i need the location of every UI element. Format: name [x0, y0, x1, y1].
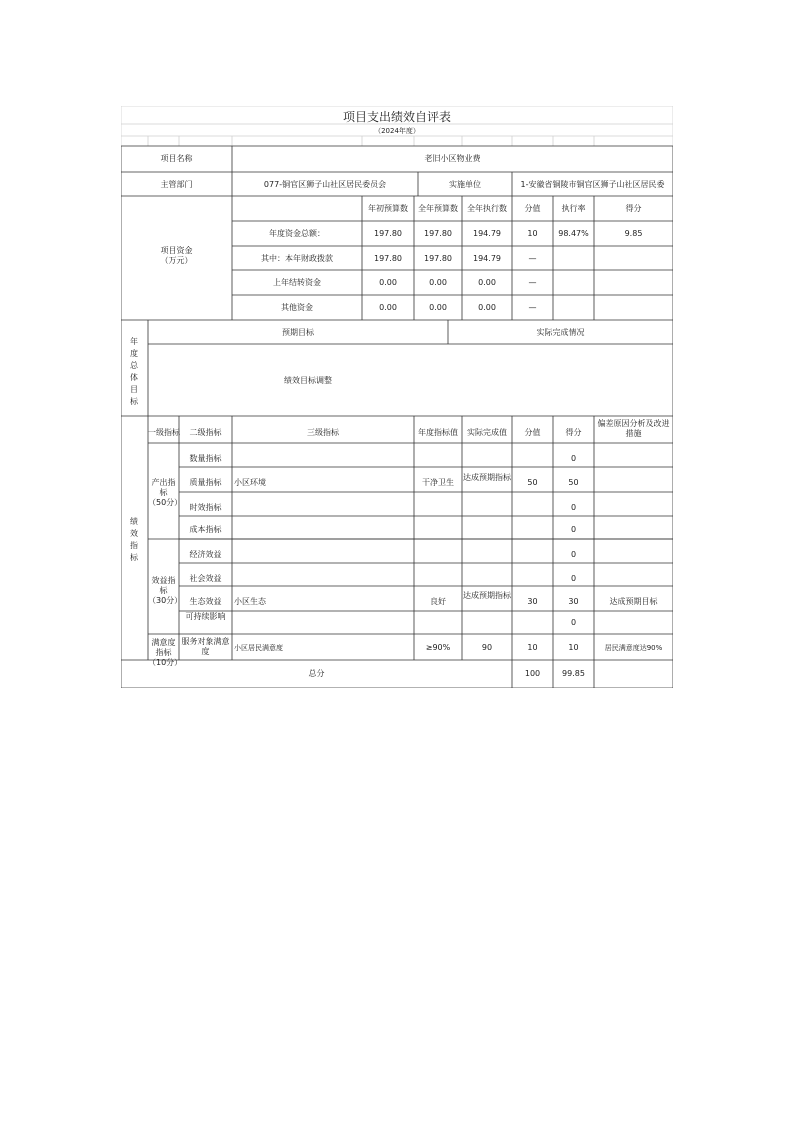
- goals-section-label: 年度总体目标: [130, 337, 138, 406]
- ind-deviation: 居民满意度达90%: [604, 644, 663, 652]
- ind-header-target: 年度指标值: [418, 428, 458, 437]
- funds-header-weight: 分值: [524, 204, 541, 213]
- ind-level3: 小区居民满意度: [234, 644, 283, 652]
- ind-score: 0: [570, 525, 577, 534]
- ind-score: 0: [570, 550, 577, 559]
- ind-header-score: 得分: [565, 428, 582, 437]
- funds-cell: 194.79: [473, 254, 501, 263]
- ind-level2: 质量指标: [189, 478, 222, 487]
- ind-level2: 社会效益: [189, 574, 222, 583]
- goals-expected-header: 预期目标: [282, 328, 314, 337]
- ind-target: ≥90%: [425, 643, 451, 652]
- ind-header-level3: 三级指标: [307, 428, 339, 437]
- funds-row-label: 其中：本年财政拨款: [261, 254, 333, 263]
- ind-level2: 生态效益: [189, 597, 222, 606]
- ind-header-actual: 实际完成值: [467, 428, 507, 437]
- ind-level1-output: 产出指标 （50分）: [148, 478, 183, 507]
- ind-level3: 小区环境: [234, 478, 266, 487]
- funds-cell: 194.79: [473, 229, 501, 238]
- impl-unit-value: 1-安徽省铜陵市铜官区狮子山社区居民委: [520, 180, 665, 189]
- funds-row-label: 其他资金: [281, 303, 313, 312]
- funds-cell: 0.00: [478, 303, 496, 312]
- indicators-section-label: 绩效指标: [130, 517, 138, 562]
- funds-header-initial-budget: 年初预算数: [368, 204, 408, 213]
- funds-cell: 0.00: [379, 303, 397, 312]
- form-title: 项目支出绩效自评表: [342, 110, 451, 124]
- ind-score: 0: [570, 618, 577, 627]
- funds-cell: 98.47%: [558, 229, 589, 238]
- ind-header-level1: 一级指标: [148, 428, 180, 437]
- ind-actual: 达成预期指标: [463, 473, 511, 482]
- funds-cell: 197.80: [374, 254, 402, 263]
- form-subtitle: （2024年度）: [374, 127, 420, 135]
- total-label: 总分: [308, 669, 325, 678]
- ind-level2: 成本指标: [189, 525, 222, 534]
- funds-cell: —: [528, 278, 537, 287]
- ind-header-deviation: 偏差原因分析及改进措施: [597, 419, 670, 438]
- ind-level2: 可持续影响: [185, 612, 226, 621]
- impl-unit-label: 实施单位: [449, 180, 481, 189]
- ind-actual: 90: [481, 643, 493, 652]
- funds-cell: 9.85: [624, 229, 643, 238]
- ind-level1-satisfaction: 满意度指标（10分）: [148, 638, 183, 667]
- funds-cell: 197.80: [424, 254, 452, 263]
- funds-cell: 0.00: [429, 303, 447, 312]
- ind-score: 50: [568, 478, 579, 487]
- performance-evaluation-form: [121, 106, 673, 688]
- dept-value: 077-铜官区狮子山社区居民委员会: [263, 180, 387, 189]
- funds-header-score: 得分: [625, 204, 642, 213]
- ind-level3: 小区生态: [234, 597, 266, 606]
- ind-actual: 达成预期指标: [463, 591, 511, 600]
- project-name-value: 老旧小区物业费: [424, 154, 481, 163]
- ind-weight: 30: [527, 597, 538, 606]
- ind-level2: 服务对象满意度: [181, 637, 230, 656]
- dept-label: 主管部门: [160, 180, 193, 189]
- goals-expected-text: 绩效目标调整: [284, 376, 332, 385]
- ind-level2: 数量指标: [189, 454, 222, 463]
- ind-target: 良好: [430, 597, 446, 606]
- project-name-label: 项目名称: [160, 154, 193, 163]
- funds-header-annual-budget: 全年预算数: [418, 204, 458, 213]
- ind-score: 30: [568, 597, 579, 606]
- ind-weight: 50: [527, 478, 538, 487]
- funds-cell: 197.80: [424, 229, 452, 238]
- funds-cell: 197.80: [374, 229, 402, 238]
- ind-level1-benefit: 效益指标 （30分）: [148, 576, 183, 605]
- funds-row-label: 年度资金总额：: [269, 229, 325, 238]
- funds-cell: 0.00: [478, 278, 496, 287]
- ind-score: 10: [568, 643, 579, 652]
- funds-cell: 0.00: [429, 278, 447, 287]
- ind-header-level2: 二级指标: [189, 428, 222, 437]
- ind-header-weight: 分值: [524, 428, 541, 437]
- funds-header-annual-executed: 全年执行数: [467, 204, 507, 213]
- goals-actual-header: 实际完成情况: [536, 328, 585, 337]
- ind-level2: 经济效益: [189, 550, 222, 559]
- funds-cell: 10: [527, 229, 538, 238]
- total-score: 99.85: [562, 669, 585, 678]
- funds-header-exec-rate: 执行率: [561, 204, 586, 213]
- ind-score: 0: [570, 503, 577, 512]
- ind-deviation: 达成预期目标: [609, 597, 658, 606]
- funds-section-label: 项目资金 （万元）: [160, 246, 193, 265]
- funds-cell: —: [528, 303, 537, 312]
- ind-score: 0: [570, 454, 577, 463]
- ind-level2: 时效指标: [189, 503, 222, 512]
- ind-score: 0: [570, 574, 577, 583]
- ind-weight: 10: [527, 643, 538, 652]
- funds-cell: —: [528, 254, 537, 263]
- ind-target: 干净卫生: [422, 478, 454, 487]
- funds-row-label: 上年结转资金: [273, 278, 321, 287]
- funds-cell: 0.00: [379, 278, 397, 287]
- total-weight: 100: [524, 669, 541, 678]
